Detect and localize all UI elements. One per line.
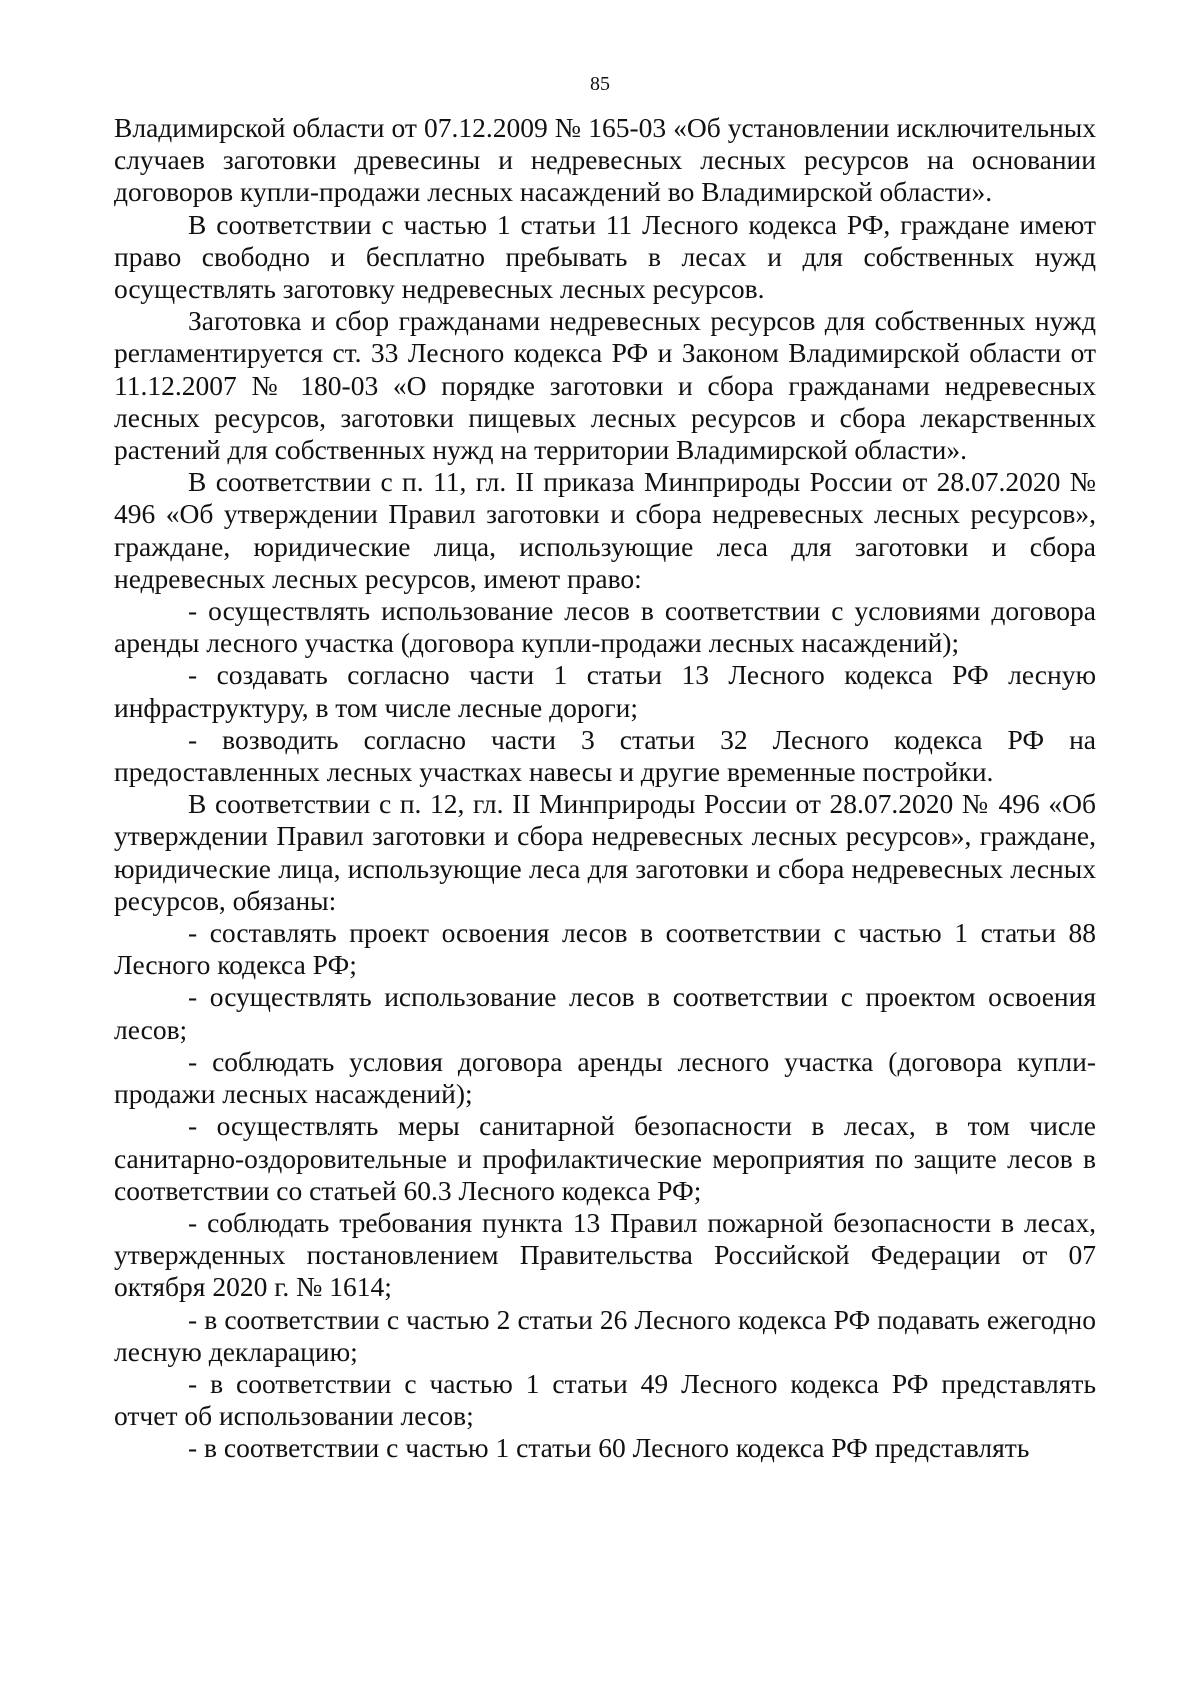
paragraph: В соответствии с п. 11, гл. II приказа Минприроды России от 28.07.2020 № 496 «Об утверждении Правил заготовки и сбора недревесных лесных ресурсов», граждане, юридические лица, использующие леса для заготовки и сбора недревесных лесных ресурсов, имеют право:: [114, 466, 1096, 594]
list-item: - создавать согласно части 1 статьи 13 Лесного кодекса РФ лесную инфраструктуру, в том числе лесные дороги;: [114, 659, 1096, 723]
list-item: - в соответствии с частью 2 статьи 26 Лесного кодекса РФ подавать ежегодно лесную декларацию;: [114, 1303, 1096, 1367]
list-item: - осуществлять использование лесов в соответствии с проектом освоения лесов;: [114, 981, 1096, 1045]
list-item: - осуществлять меры санитарной безопасности в лесах, в том числе санитарно-оздоровительные и профилактические мероприятия по защите лесов в соответствии со статьей 60.3 Лесного кодекса РФ;: [114, 1110, 1096, 1206]
list-item: - составлять проект освоения лесов в соответствии с частью 1 статьи 88 Лесного кодекса РФ;: [114, 917, 1096, 981]
paragraph: Владимирской области от 07.12.2009 № 165-03 «Об установлении исключительных случаев заготовки древесины и недревесных лесных ресурсов на основании договоров купли-продажи лесных насаждений во Владимирской области».: [114, 112, 1096, 208]
list-item: - осуществлять использование лесов в соответствии с условиями договора аренды лесного участка (договора купли-продажи лесных насаждений);: [114, 595, 1096, 659]
paragraph: Заготовка и сбор гражданами недревесных ресурсов для собственных нужд регламентируется ст. 33 Лесного кодекса РФ и Законом Владимирской области от 11.12.2007 № 180-03 «О порядке заготовки и сбора гражданами недревесных лесных ресурсов, заготовки пищевых лесных ресурсов и сбора лекарственных растений для собственных нужд на территории Владимирской области».: [114, 305, 1096, 466]
list-item: - соблюдать условия договора аренды лесного участка (договора купли-продажи лесных насаждений);: [114, 1045, 1096, 1110]
paragraph: В соответствии с частью 1 статьи 11 Лесного кодекса РФ, граждане имеют право свободно и бесплатно пребывать в лесах и для собственных нужд осуществлять заготовку недревесных лесных ресурсов.: [114, 208, 1096, 305]
page-number: 85: [590, 73, 610, 95]
list-item: - соблюдать требования пункта 13 Правил пожарной безопасности в лесах, утвержденных постановлением Правительства Российской Федерации от 07 октября 2020 г. № 1614;: [114, 1206, 1096, 1303]
paragraph: В соответствии с п. 12, гл. II Минприроды России от 28.07.2020 № 496 «Об утверждении Правил заготовки и сбора недревесных лесных ресурсов», граждане, юридические лица, использующие леса для заготовки и сбора недревесных лесных ресурсов, обязаны:: [114, 788, 1096, 916]
list-item: - в соответствии с частью 1 статьи 60 Лесного кодекса РФ представлять: [188, 1432, 1030, 1464]
list-item: - возводить согласно части 3 статьи 32 Лесного кодекса РФ на предоставленных лесных участках навесы и другие временные постройки.: [114, 723, 1096, 788]
list-item: - в соответствии с частью 1 статьи 49 Лесного кодекса РФ представлять отчет об использовании лесов;: [114, 1367, 1096, 1432]
document-body: [114, 112, 1096, 1465]
